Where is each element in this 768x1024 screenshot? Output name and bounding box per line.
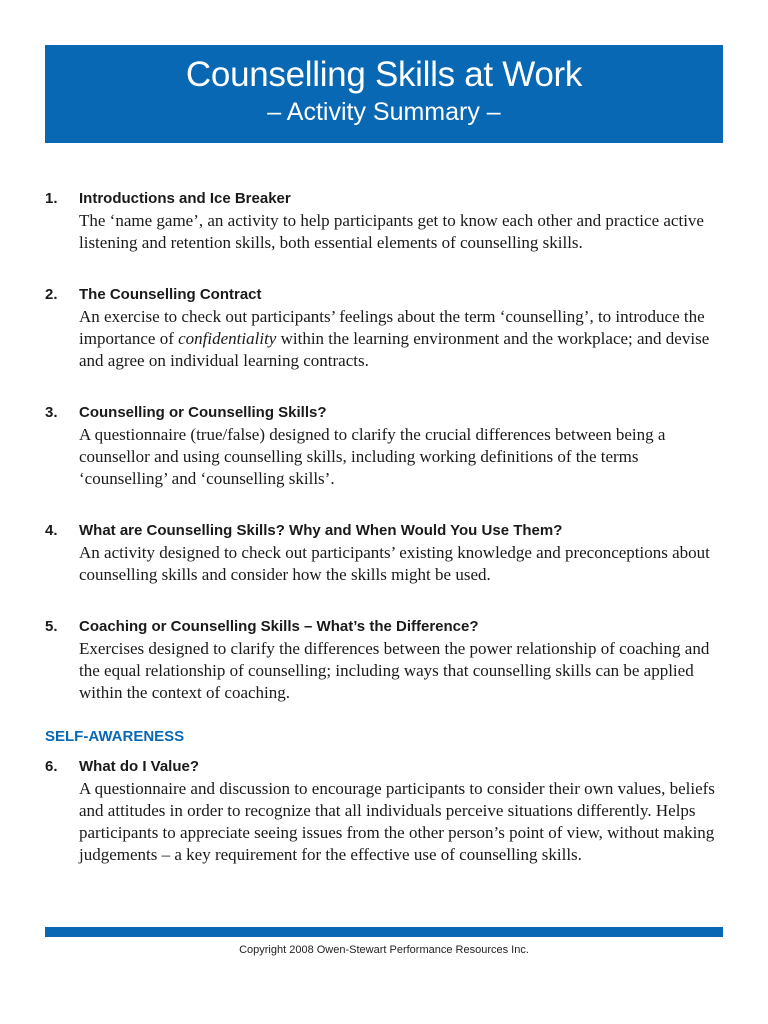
item-title: What are Counselling Skills? Why and When Would You Use Them? xyxy=(79,522,563,539)
item-number: 1. xyxy=(45,190,58,207)
item-description-emphasis: confidentiality xyxy=(178,329,277,348)
title-banner xyxy=(45,45,723,143)
item-title: Counselling or Counselling Skills? xyxy=(79,404,327,421)
item-title: Coaching or Counselling Skills – What’s the Difference? xyxy=(79,618,479,635)
item-title: What do I Value? xyxy=(79,758,200,775)
section-heading: SELF-AWARENESS xyxy=(45,728,185,745)
item-number: 5. xyxy=(45,618,58,635)
document-subtitle: – Activity Summary – xyxy=(267,98,501,126)
item-description-post: within the learning environment and the workplace; and devise and agree on individual learning contracts. xyxy=(79,329,710,370)
activity-item-5 xyxy=(45,616,725,704)
item-number: 2. xyxy=(45,286,58,303)
activity-item-2 xyxy=(45,284,725,372)
activity-item-4 xyxy=(45,520,725,586)
item-description-pre: An exercise to check out participants’ feelings about the term ‘counselling’, to introduce the importance of xyxy=(79,307,705,348)
document-title: Counselling Skills at Work xyxy=(185,55,583,94)
item-title: Introductions and Ice Breaker xyxy=(79,190,291,207)
item-title: The Counselling Contract xyxy=(79,286,262,303)
item-description: A questionnaire and discussion to encourage participants to consider their own values, beliefs and attitudes in order to recognize that all individuals perceive situations differently. Helps participants to appreciate seeing issues from the other person’s point of view, without making judgements – a key requirement for the effective use of counselling skills. xyxy=(79,779,715,864)
item-description xyxy=(79,306,725,372)
item-description: The ‘name game’, an activity to help participants get to know each other and practice active listening and retention skills, both essential elements of counselling skills. xyxy=(79,211,704,252)
copyright-notice: Copyright 2008 Owen-Stewart Performance Resources Inc. xyxy=(239,944,529,956)
activity-item-3 xyxy=(45,402,725,490)
item-description: Exercises designed to clarify the differences between the power relationship of coaching and the equal relationship of counselling; including ways that counselling skills can be applied within the context of coaching. xyxy=(79,639,710,702)
item-description: An activity designed to check out participants’ existing knowledge and preconceptions about counselling skills and consider how the skills might be used. xyxy=(79,543,710,584)
footer-rule xyxy=(45,927,723,937)
activity-list xyxy=(45,188,725,896)
activity-item-6 xyxy=(45,756,725,866)
item-number: 3. xyxy=(45,404,58,421)
item-description: A questionnaire (true/false) designed to clarify the crucial differences between being a counsellor and using counselling skills, including working definitions of the terms ‘counselling’ and ‘counselling skills’. xyxy=(79,425,666,488)
item-number: 4. xyxy=(45,522,58,539)
activity-item-1 xyxy=(45,188,725,254)
item-number: 6. xyxy=(45,758,58,775)
